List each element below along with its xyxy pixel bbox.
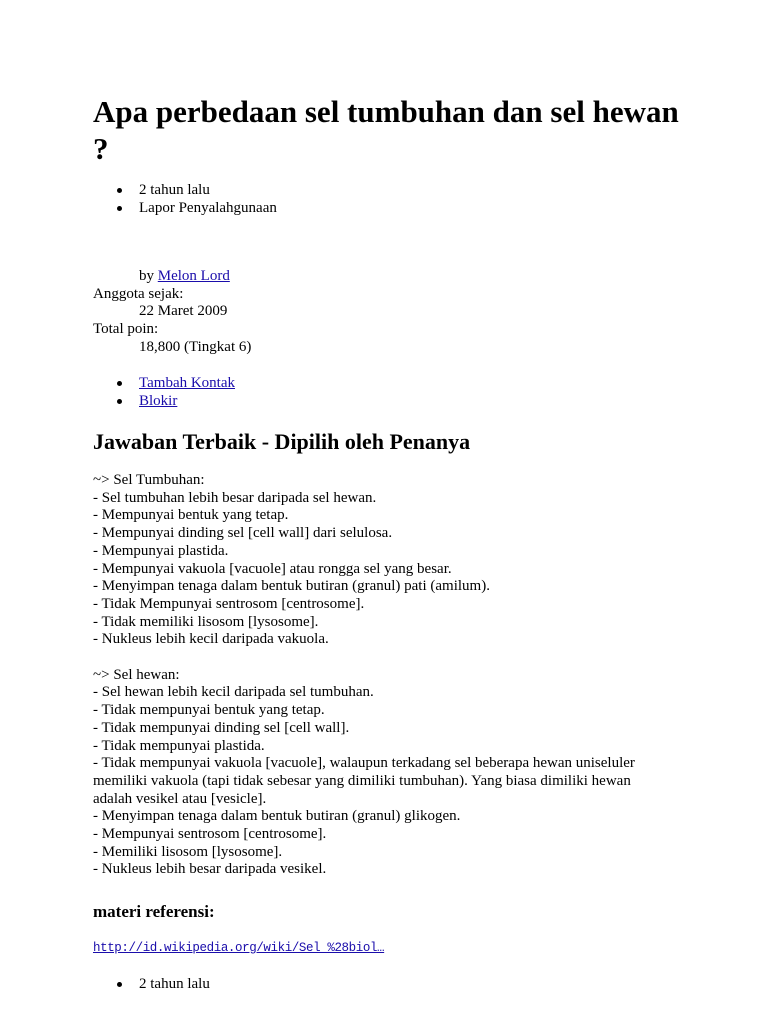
answer-line: - Mempunyai bentuk yang tetap. [93, 507, 289, 524]
question-title: Apa perbedaan sel tumbuhan dan sel hewan ? [93, 94, 679, 166]
answer-age: 2 tahun lalu [93, 975, 210, 993]
answer-line: - Mempunyai plastida. [93, 542, 229, 559]
answer-line: - Tidak mempunyai bentuk yang tetap. [93, 702, 325, 719]
answer-line: - Memiliki lisosom [lysosome]. [93, 843, 283, 860]
answer-line: - Tidak mempunyai vakuola [vacuole], walaupun terkadang sel beberapa hewan uniseluler memiliki vakuola (tapi tidak sebesar yang dimiliki tumbuhan). Yang biasa dimiliki hewan adalah vesikel atau [vesicle]. [93, 755, 635, 807]
reference-link[interactable]: http://id.wikipedia.org/wiki/Sel_%28biol… [93, 941, 385, 955]
answer-line: - Tidak mempunyai plastida. [93, 737, 265, 754]
answer-line: - Mempunyai dinding sel [cell wall] dari selulosa. [93, 525, 393, 542]
answer-meta-list [93, 975, 210, 993]
report-abuse-item: Lapor Penyalahgunaan [93, 199, 277, 217]
block-link[interactable]: Blokir [139, 393, 178, 409]
answer-line: ~> Sel Tumbuhan: [93, 472, 205, 488]
answer-line: - Tidak memiliki lisosom [lysosome]. [93, 613, 319, 630]
paragraph-gap [93, 649, 673, 667]
author-byline [139, 268, 251, 286]
total-points-label: Total poin: [93, 321, 159, 338]
member-since-value: 22 Maret 2009 [139, 303, 228, 320]
contact-actions [93, 374, 235, 410]
answer-line: - Menyimpan tenaga dalam bentuk butiran (granul) glikogen. [93, 808, 461, 825]
answer-line: - Tidak mempunyai dinding sel [cell wall]. [93, 719, 350, 736]
answer-line: - Mempunyai vakuola [vacuole] atau rongga sel yang besar. [93, 560, 452, 577]
question-age: 2 tahun lalu [93, 181, 277, 199]
answer-line: - Nukleus lebih kecil daripada vakuola. [93, 631, 329, 648]
by-label: by [139, 268, 154, 284]
add-contact-item [93, 374, 235, 392]
author-name-link[interactable]: Melon Lord [157, 268, 230, 284]
member-since-label: Anggota sejak: [93, 285, 184, 302]
author-info [93, 268, 251, 356]
question-meta-list [93, 181, 277, 217]
add-contact-link[interactable]: Tambah Kontak [139, 375, 236, 391]
reference-heading: materi referensi: [93, 902, 215, 921]
answer-line: - Mempunyai sentrosom [centrosome]. [93, 826, 327, 843]
answer-line: - Menyimpan tenaga dalam bentuk butiran (granul) pati (amilum). [93, 578, 490, 595]
answer-line: ~> Sel hewan: [93, 666, 180, 683]
answer-line: - Tidak Mempunyai sentrosom [centrosome]. [93, 595, 365, 612]
best-answer-body [93, 472, 673, 879]
best-answer-heading: Jawaban Terbaik - Dipilih oleh Penanya [93, 429, 471, 454]
total-points-value: 18,800 (Tingkat 6) [139, 338, 252, 355]
answer-line: - Nukleus lebih besar daripada vesikel. [93, 861, 327, 878]
answer-line: - Sel tumbuhan lebih besar daripada sel hewan. [93, 489, 377, 506]
answer-line: - Sel hewan lebih kecil daripada sel tumbuhan. [93, 684, 374, 701]
block-item [93, 392, 235, 410]
